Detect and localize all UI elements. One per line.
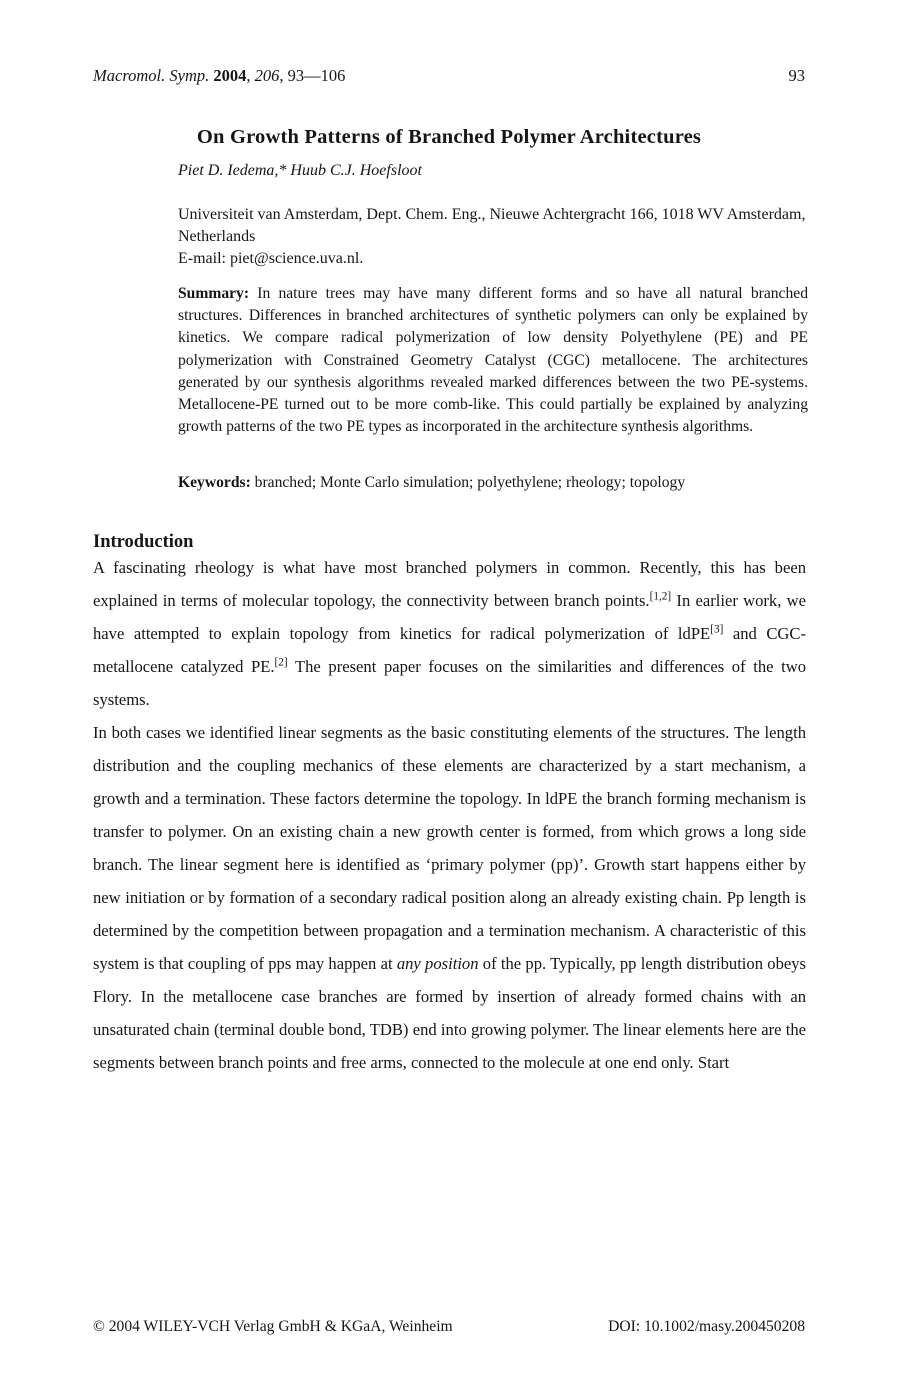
introduction-body [93, 551, 806, 1079]
intro-paragraph-1: A fascinating rheology is what have most branched polymers in common. Recently, this has been explained in terms of molecular topology, the connectivity between branch points.[1,2] In earlier work, we have attempted to explain topology from kinetics for radical polymerization of ldPE[3] and CGC-metallocene catalyzed PE.[2] The present paper focuses on the similarities and differences of the two systems. [93, 558, 807, 709]
email-line: E-mail: piet@science.uva.nl. [178, 250, 364, 267]
summary-paragraph: Summary: In nature trees may have many different forms and so have all natural branched structures. Differences in branched architectures of synthetic polymers can only be explained by kinetics. We compare radical polymerization of low density Polyethylene (PE) and PE polymerization with Constrained Geometry Catalyst (CGC) metallocene. The architectures generated by our synthesis algorithms revealed marked differences between the two PE-systems. Metallocene-PE turned out to be more comb-like. This could partially be explained by analyzing growth patterns of the two PE types as incorporated in the architecture synthesis algorithms. [178, 285, 808, 436]
journal-citation: Macromol. Symp. 2004, 206, 93—106 [93, 66, 346, 85]
intro-paragraph-2: In both cases we identified linear segments as the basic constituting elements of the structures. The length distribution and the coupling mechanics of these elements are characterized by a start mechanism, a growth and a termination. These factors determine the topology. In ldPE the branch forming mechanism is transfer to polymer. On an existing chain a new growth center is formed, from which grows a long side branch. The linear segment here is identified as ‘primary polymer (pp)’. Growth start happens either by new initiation or by formation of a secondary radical position along an already existing chain. Pp length is determined by the competition between propagation and a termination mechanism. A characteristic of this system is that coupling of pps may happen at any position of the pp. Typically, pp length distribution obeys Flory. In the metallocene case branches are formed by insertion of already formed chains with an unsaturated chain (terminal double bond, TDB) end into growing polymer. The linear elements here are the segments between branch points and free arms, connected to the molecule at one end only. Start [93, 723, 806, 1072]
running-head [93, 66, 805, 86]
authors-line: Piet D. Iedema,* Huub C.J. Hoefsloot [178, 162, 422, 179]
page-number: 93 [788, 66, 805, 85]
article-title: On Growth Patterns of Branched Polymer Architectures [196, 125, 702, 148]
copyright-notice: © 2004 WILEY-VCH Verlag GmbH & KGaA, Weinheim [93, 1318, 453, 1335]
affiliation-address: Universiteit van Amsterdam, Dept. Chem. Eng., Nieuwe Achtergracht 166, 1018 WV Amsterdam, Netherlands [178, 206, 806, 245]
section-heading-introduction: Introduction [93, 532, 194, 553]
doi-text: DOI: 10.1002/masy.200450208 [608, 1318, 805, 1335]
page-footer [93, 1318, 805, 1336]
affiliation-block [178, 204, 808, 270]
keywords-line: Keywords: branched; Monte Carlo simulation; polyethylene; rheology; topology [178, 474, 686, 491]
